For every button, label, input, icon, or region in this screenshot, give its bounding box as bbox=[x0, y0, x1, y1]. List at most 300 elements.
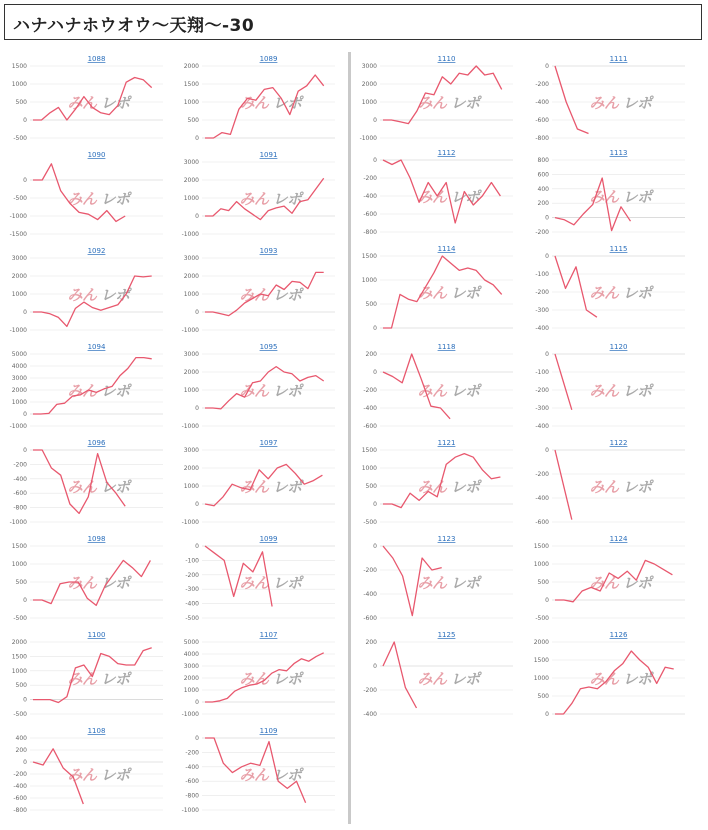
chart-1096 bbox=[4, 436, 169, 528]
y-tick-label: 0 bbox=[195, 735, 199, 742]
chart-1114 bbox=[354, 242, 519, 334]
y-tick-label: -800 bbox=[13, 504, 27, 512]
y-tick-label: 2000 bbox=[183, 465, 199, 472]
chart-title-link[interactable]: 1118 bbox=[437, 343, 456, 351]
y-tick-label: -200 bbox=[363, 567, 377, 574]
y-tick-label: 1000 bbox=[183, 195, 199, 202]
chart-title-link[interactable]: 1115 bbox=[609, 245, 628, 253]
y-tick-label: 0 bbox=[545, 214, 549, 222]
y-tick-label: 2000 bbox=[533, 639, 549, 646]
series-line bbox=[33, 648, 152, 703]
y-tick-label: 2000 bbox=[11, 639, 27, 646]
watermark-part2: レポ bbox=[272, 190, 302, 208]
y-tick-label: 1000 bbox=[11, 291, 27, 298]
y-tick-label: 0 bbox=[195, 405, 199, 412]
y-tick-label: -100 bbox=[535, 271, 549, 278]
watermark-logo bbox=[239, 382, 304, 400]
y-tick-label: 500 bbox=[187, 117, 199, 124]
watermark-part1: みん bbox=[589, 188, 619, 206]
chart-title-link[interactable]: 1094 bbox=[87, 343, 106, 351]
chart-1091 bbox=[176, 148, 341, 240]
y-tick-label: 0 bbox=[373, 543, 377, 550]
watermark-logo bbox=[589, 94, 654, 112]
watermark-logo bbox=[67, 670, 132, 688]
y-tick-label: 0 bbox=[373, 157, 377, 164]
y-tick-label: 1000 bbox=[361, 465, 377, 472]
watermark-part2: レポ bbox=[450, 94, 480, 112]
watermark-logo bbox=[589, 382, 654, 400]
y-tick-label: -800 bbox=[13, 807, 27, 814]
watermark-part1: みん bbox=[67, 766, 97, 784]
y-tick-label: 0 bbox=[23, 411, 27, 418]
watermark-logo bbox=[417, 574, 482, 592]
chart-title-link[interactable]: 1110 bbox=[437, 55, 456, 63]
y-tick-label: -200 bbox=[13, 771, 27, 778]
watermark-part2: レポ bbox=[450, 478, 480, 496]
watermark-part1: みん bbox=[239, 574, 269, 592]
chart-title-link[interactable]: 1093 bbox=[259, 247, 278, 255]
y-tick-label: 0 bbox=[545, 351, 549, 358]
chart-title-link[interactable]: 1091 bbox=[259, 151, 278, 159]
chart-1088 bbox=[4, 52, 169, 144]
chart-title-link[interactable]: 1108 bbox=[87, 727, 106, 735]
watermark-logo bbox=[417, 284, 482, 302]
series-line bbox=[555, 354, 572, 410]
chart-title-link[interactable]: 1126 bbox=[609, 631, 628, 639]
y-tick-label: -400 bbox=[535, 99, 549, 106]
y-tick-label: -1000 bbox=[181, 807, 199, 814]
y-tick-label: 1500 bbox=[11, 653, 27, 661]
y-tick-label: -300 bbox=[535, 307, 549, 314]
y-tick-label: -1000 bbox=[181, 711, 199, 718]
watermark-logo bbox=[67, 478, 132, 496]
watermark-part2: レポ bbox=[272, 382, 302, 400]
y-tick-label: 200 bbox=[15, 747, 27, 754]
chart-1113 bbox=[526, 146, 691, 238]
y-tick-label: 3000 bbox=[183, 255, 199, 262]
y-tick-label: 500 bbox=[15, 579, 27, 586]
y-tick-label: 4000 bbox=[183, 651, 199, 658]
y-tick-label: -600 bbox=[13, 795, 27, 802]
y-tick-label: -1500 bbox=[9, 231, 27, 238]
y-tick-label: -400 bbox=[13, 783, 27, 790]
y-tick-label: 2000 bbox=[183, 63, 199, 70]
watermark-part2: レポ bbox=[622, 478, 652, 496]
chart-1109 bbox=[176, 724, 341, 816]
chart-title-link[interactable]: 1095 bbox=[259, 343, 278, 351]
y-tick-label: 2000 bbox=[11, 273, 27, 280]
watermark-part1: みん bbox=[417, 670, 447, 688]
y-tick-label: 0 bbox=[373, 663, 377, 670]
y-tick-label: 0 bbox=[195, 213, 199, 220]
y-tick-label: 500 bbox=[365, 301, 377, 308]
watermark-part1: みん bbox=[239, 766, 269, 784]
watermark-part2: レポ bbox=[622, 94, 652, 112]
y-tick-label: -400 bbox=[535, 423, 549, 430]
y-tick-label: 1000 bbox=[11, 561, 27, 568]
watermark-logo bbox=[417, 670, 482, 688]
watermark-part1: みん bbox=[417, 284, 447, 302]
watermark-logo bbox=[589, 574, 654, 592]
y-tick-label: -1000 bbox=[9, 519, 27, 526]
y-tick-label: 5000 bbox=[183, 639, 199, 646]
y-tick-label: 400 bbox=[537, 185, 549, 193]
y-tick-label: -1000 bbox=[9, 423, 27, 430]
chart-1098 bbox=[4, 532, 169, 624]
watermark-part2: レポ bbox=[100, 190, 130, 208]
chart-title-link[interactable]: 1111 bbox=[609, 55, 628, 63]
watermark-part2: レポ bbox=[100, 286, 130, 304]
y-tick-label: 3000 bbox=[183, 351, 199, 358]
watermark-part2: レポ bbox=[622, 284, 652, 302]
watermark-part2: レポ bbox=[100, 766, 130, 784]
watermark-part2: レポ bbox=[622, 670, 652, 688]
chart-title-link[interactable]: 1096 bbox=[87, 439, 106, 447]
y-tick-label: 200 bbox=[537, 200, 549, 208]
y-tick-label: 1500 bbox=[11, 63, 27, 70]
y-tick-label: 0 bbox=[373, 117, 377, 124]
chart-title-link[interactable]: 1122 bbox=[609, 439, 628, 447]
watermark-part1: みん bbox=[589, 574, 619, 592]
series-line bbox=[555, 450, 572, 520]
watermark-part2: レポ bbox=[622, 382, 652, 400]
y-tick-label: -800 bbox=[535, 135, 549, 142]
series-line bbox=[383, 642, 417, 708]
watermark-logo bbox=[239, 478, 304, 496]
chart-1094 bbox=[4, 340, 169, 432]
y-tick-label: -400 bbox=[363, 193, 377, 200]
y-tick-label: -200 bbox=[535, 289, 549, 296]
y-tick-label: -200 bbox=[535, 387, 549, 394]
chart-title-link[interactable]: 1109 bbox=[259, 727, 278, 735]
watermark-part2: レポ bbox=[272, 286, 302, 304]
y-tick-label: -1000 bbox=[359, 135, 377, 142]
watermark-part1: みん bbox=[67, 478, 97, 496]
watermark-part2: レポ bbox=[450, 284, 480, 302]
y-tick-label: 0 bbox=[23, 117, 27, 124]
y-tick-label: 3000 bbox=[11, 255, 27, 262]
y-tick-label: 1000 bbox=[361, 277, 377, 284]
y-tick-label: -500 bbox=[13, 615, 27, 622]
watermark-part2: レポ bbox=[100, 478, 130, 496]
chart-1093 bbox=[176, 244, 341, 336]
watermark-part2: レポ bbox=[100, 94, 130, 112]
watermark-part1: みん bbox=[67, 670, 97, 688]
y-tick-label: -400 bbox=[535, 495, 549, 502]
y-tick-label: -800 bbox=[363, 229, 377, 236]
watermark-part1: みん bbox=[67, 286, 97, 304]
y-tick-label: 2000 bbox=[361, 81, 377, 88]
watermark-logo bbox=[239, 766, 304, 784]
watermark-logo bbox=[67, 286, 132, 304]
watermark-part1: みん bbox=[239, 478, 269, 496]
watermark-part1: みん bbox=[589, 382, 619, 400]
y-tick-label: 0 bbox=[545, 63, 549, 70]
series-line bbox=[555, 178, 631, 231]
y-tick-label: 0 bbox=[195, 309, 199, 316]
chart-title-link[interactable]: 1123 bbox=[437, 535, 456, 543]
watermark-logo bbox=[239, 286, 304, 304]
y-tick-label: 1500 bbox=[533, 543, 549, 550]
y-tick-label: -300 bbox=[535, 405, 549, 412]
chart-title-link[interactable]: 1120 bbox=[609, 343, 628, 351]
y-tick-label: 0 bbox=[23, 177, 27, 184]
chart-1092 bbox=[4, 244, 169, 336]
watermark-part2: レポ bbox=[100, 382, 130, 400]
y-tick-label: -200 bbox=[363, 687, 377, 694]
y-tick-label: 0 bbox=[195, 135, 199, 142]
y-tick-label: 2000 bbox=[183, 177, 199, 184]
chart-title-link[interactable]: 1090 bbox=[87, 151, 106, 159]
watermark-logo bbox=[239, 574, 304, 592]
y-tick-label: 500 bbox=[15, 682, 27, 690]
chart-title-link[interactable]: 1089 bbox=[259, 55, 278, 63]
chart-1107 bbox=[176, 628, 341, 720]
watermark-logo bbox=[417, 94, 482, 112]
y-tick-label: 0 bbox=[545, 253, 549, 260]
chart-1125 bbox=[354, 628, 519, 720]
chart-title-link[interactable]: 1100 bbox=[87, 631, 106, 639]
y-tick-label: 0 bbox=[195, 699, 199, 706]
chart-title-link[interactable]: 1088 bbox=[87, 55, 106, 63]
y-tick-label: -400 bbox=[13, 475, 27, 483]
y-tick-label: -200 bbox=[535, 81, 549, 88]
y-tick-label: -500 bbox=[185, 615, 199, 622]
y-tick-label: -600 bbox=[13, 490, 27, 498]
chart-1110 bbox=[354, 52, 519, 144]
y-tick-label: 0 bbox=[195, 501, 199, 508]
y-tick-label: -100 bbox=[535, 369, 549, 376]
watermark-logo bbox=[589, 284, 654, 302]
y-tick-label: 500 bbox=[15, 99, 27, 106]
chart-1118 bbox=[354, 340, 519, 432]
y-tick-label: -600 bbox=[363, 211, 377, 218]
y-tick-label: -1000 bbox=[9, 213, 27, 220]
y-tick-label: -200 bbox=[185, 749, 199, 757]
watermark-logo bbox=[67, 574, 132, 592]
watermark-part2: レポ bbox=[100, 670, 130, 688]
watermark-part2: レポ bbox=[100, 574, 130, 592]
y-tick-label: 500 bbox=[537, 693, 549, 700]
chart-1111 bbox=[526, 52, 691, 144]
y-tick-label: 1000 bbox=[183, 687, 199, 694]
y-tick-label: -1000 bbox=[9, 327, 27, 334]
chart-title-link[interactable]: 1121 bbox=[437, 439, 456, 447]
y-tick-label: 1000 bbox=[533, 675, 549, 682]
y-tick-label: 200 bbox=[365, 639, 377, 646]
watermark-logo bbox=[239, 190, 304, 208]
y-tick-label: 0 bbox=[373, 325, 377, 332]
y-tick-label: -400 bbox=[185, 763, 199, 771]
watermark-part2: レポ bbox=[272, 766, 302, 784]
y-tick-label: -500 bbox=[13, 135, 27, 142]
watermark-part2: レポ bbox=[450, 574, 480, 592]
watermark-logo bbox=[67, 94, 132, 112]
chart-title-link[interactable]: 1112 bbox=[437, 149, 456, 157]
chart-title-link[interactable]: 1092 bbox=[87, 247, 106, 255]
watermark-part1: みん bbox=[239, 670, 269, 688]
y-tick-label: 3000 bbox=[183, 663, 199, 670]
watermark-part1: みん bbox=[67, 94, 97, 112]
y-tick-label: 1000 bbox=[183, 483, 199, 490]
watermark-part1: みん bbox=[417, 382, 447, 400]
y-tick-label: -600 bbox=[535, 117, 549, 124]
chart-1122 bbox=[526, 436, 691, 528]
chart-title-link[interactable]: 1107 bbox=[259, 631, 278, 639]
y-tick-label: 200 bbox=[365, 351, 377, 358]
watermark-logo bbox=[67, 766, 132, 784]
y-tick-label: -1000 bbox=[181, 327, 199, 334]
y-tick-label: -300 bbox=[185, 586, 199, 594]
y-tick-label: -400 bbox=[363, 405, 377, 412]
y-tick-label: 3000 bbox=[183, 447, 199, 454]
y-tick-label: 3000 bbox=[183, 159, 199, 166]
chart-title-link[interactable]: 1097 bbox=[259, 439, 278, 447]
y-tick-label: -400 bbox=[185, 600, 199, 608]
watermark-part2: レポ bbox=[450, 670, 480, 688]
chart-title-link[interactable]: 1098 bbox=[87, 535, 106, 543]
y-tick-label: 1500 bbox=[183, 81, 199, 88]
y-tick-label: -400 bbox=[363, 591, 377, 598]
y-tick-label: 800 bbox=[537, 157, 549, 164]
chart-title-link[interactable]: 1124 bbox=[609, 535, 628, 543]
chart-1097 bbox=[176, 436, 341, 528]
y-tick-label: 1500 bbox=[11, 543, 27, 550]
y-tick-label: 500 bbox=[537, 579, 549, 586]
watermark-part2: レポ bbox=[450, 382, 480, 400]
watermark-part1: みん bbox=[417, 574, 447, 592]
y-tick-label: -200 bbox=[363, 387, 377, 394]
chart-1126 bbox=[526, 628, 691, 720]
chart-1124 bbox=[526, 532, 691, 624]
y-tick-label: -400 bbox=[535, 325, 549, 332]
chart-1121 bbox=[354, 436, 519, 528]
y-tick-label: 1000 bbox=[183, 99, 199, 106]
chart-title-link[interactable]: 1113 bbox=[609, 149, 628, 157]
watermark-part1: みん bbox=[239, 94, 269, 112]
y-tick-label: -600 bbox=[363, 615, 377, 622]
watermark-part1: みん bbox=[239, 286, 269, 304]
y-tick-label: 1000 bbox=[11, 399, 27, 406]
y-tick-label: 0 bbox=[23, 696, 27, 704]
y-tick-label: 2000 bbox=[183, 675, 199, 682]
y-tick-label: 2000 bbox=[11, 387, 27, 394]
y-tick-label: -1000 bbox=[181, 519, 199, 526]
y-tick-label: -500 bbox=[13, 195, 27, 202]
y-tick-label: -100 bbox=[185, 557, 199, 565]
y-tick-label: 0 bbox=[23, 759, 27, 766]
y-tick-label: -400 bbox=[363, 711, 377, 718]
y-tick-label: 0 bbox=[23, 447, 27, 454]
y-tick-label: 1000 bbox=[183, 387, 199, 394]
watermark-part2: レポ bbox=[272, 94, 302, 112]
chart-1090 bbox=[4, 148, 169, 240]
y-tick-label: -200 bbox=[185, 571, 199, 579]
watermark-part1: みん bbox=[239, 190, 269, 208]
y-tick-label: -1000 bbox=[181, 423, 199, 430]
y-tick-label: 0 bbox=[545, 711, 549, 718]
watermark-part2: レポ bbox=[450, 188, 480, 206]
y-tick-label: 1500 bbox=[361, 447, 377, 454]
y-tick-label: 0 bbox=[373, 369, 377, 376]
chart-1108 bbox=[4, 724, 169, 816]
watermark-logo bbox=[67, 190, 132, 208]
chart-1095 bbox=[176, 340, 341, 432]
y-tick-label: 1000 bbox=[11, 667, 27, 675]
y-tick-label: 400 bbox=[15, 735, 27, 742]
watermark-part2: レポ bbox=[272, 670, 302, 688]
chart-title-link[interactable]: 1125 bbox=[437, 631, 456, 639]
y-tick-label: 0 bbox=[373, 501, 377, 508]
watermark-logo bbox=[589, 478, 654, 496]
y-tick-label: 1000 bbox=[183, 291, 199, 298]
watermark-part2: レポ bbox=[272, 574, 302, 592]
series-line bbox=[383, 454, 500, 508]
y-tick-label: -600 bbox=[535, 519, 549, 526]
watermark-part1: みん bbox=[67, 190, 97, 208]
y-tick-label: -200 bbox=[363, 175, 377, 182]
chart-title-link[interactable]: 1114 bbox=[437, 245, 456, 253]
y-tick-label: -200 bbox=[13, 461, 27, 469]
watermark-part1: みん bbox=[67, 574, 97, 592]
y-tick-label: 600 bbox=[537, 171, 549, 179]
chart-1099 bbox=[176, 532, 341, 624]
watermark-part1: みん bbox=[417, 188, 447, 206]
watermark-part2: レポ bbox=[622, 574, 652, 592]
y-tick-label: 1500 bbox=[361, 253, 377, 260]
chart-1089 bbox=[176, 52, 341, 144]
watermark-part2: レポ bbox=[622, 188, 652, 206]
y-tick-label: 0 bbox=[545, 447, 549, 454]
y-tick-label: 5000 bbox=[11, 351, 27, 358]
series-line bbox=[555, 66, 589, 134]
y-tick-label: -600 bbox=[363, 423, 377, 430]
y-tick-label: -200 bbox=[535, 229, 549, 236]
y-tick-label: -600 bbox=[185, 778, 199, 786]
chart-1112 bbox=[354, 146, 519, 238]
y-tick-label: 0 bbox=[545, 597, 549, 604]
y-tick-label: 0 bbox=[23, 597, 27, 604]
y-tick-label: -500 bbox=[13, 711, 27, 718]
page-title: ハナハナホウオウ～天翔～-30 bbox=[13, 16, 255, 36]
y-tick-label: 3000 bbox=[361, 63, 377, 70]
y-tick-label: -800 bbox=[185, 792, 199, 800]
watermark-logo bbox=[589, 670, 654, 688]
y-tick-label: -500 bbox=[363, 519, 377, 526]
y-tick-label: 0 bbox=[23, 309, 27, 316]
y-tick-label: 1000 bbox=[533, 561, 549, 568]
y-tick-label: -1000 bbox=[181, 231, 199, 238]
chart-1100 bbox=[4, 628, 169, 720]
watermark-part1: みん bbox=[417, 478, 447, 496]
y-tick-label: -500 bbox=[535, 615, 549, 622]
watermark-part1: みん bbox=[417, 94, 447, 112]
watermark-part1: みん bbox=[589, 94, 619, 112]
watermark-part1: みん bbox=[239, 382, 269, 400]
y-tick-label: 0 bbox=[195, 543, 199, 550]
watermark-part1: みん bbox=[67, 382, 97, 400]
y-tick-label: 2000 bbox=[183, 369, 199, 376]
y-tick-label: 1000 bbox=[11, 81, 27, 88]
chart-title-link[interactable]: 1099 bbox=[259, 535, 278, 543]
y-tick-label: -200 bbox=[535, 471, 549, 478]
y-tick-label: 4000 bbox=[11, 363, 27, 370]
y-tick-label: 3000 bbox=[11, 375, 27, 382]
y-tick-label: 500 bbox=[365, 483, 377, 490]
y-tick-label: 1000 bbox=[361, 99, 377, 106]
watermark-part2: レポ bbox=[272, 478, 302, 496]
chart-1120 bbox=[526, 340, 691, 432]
